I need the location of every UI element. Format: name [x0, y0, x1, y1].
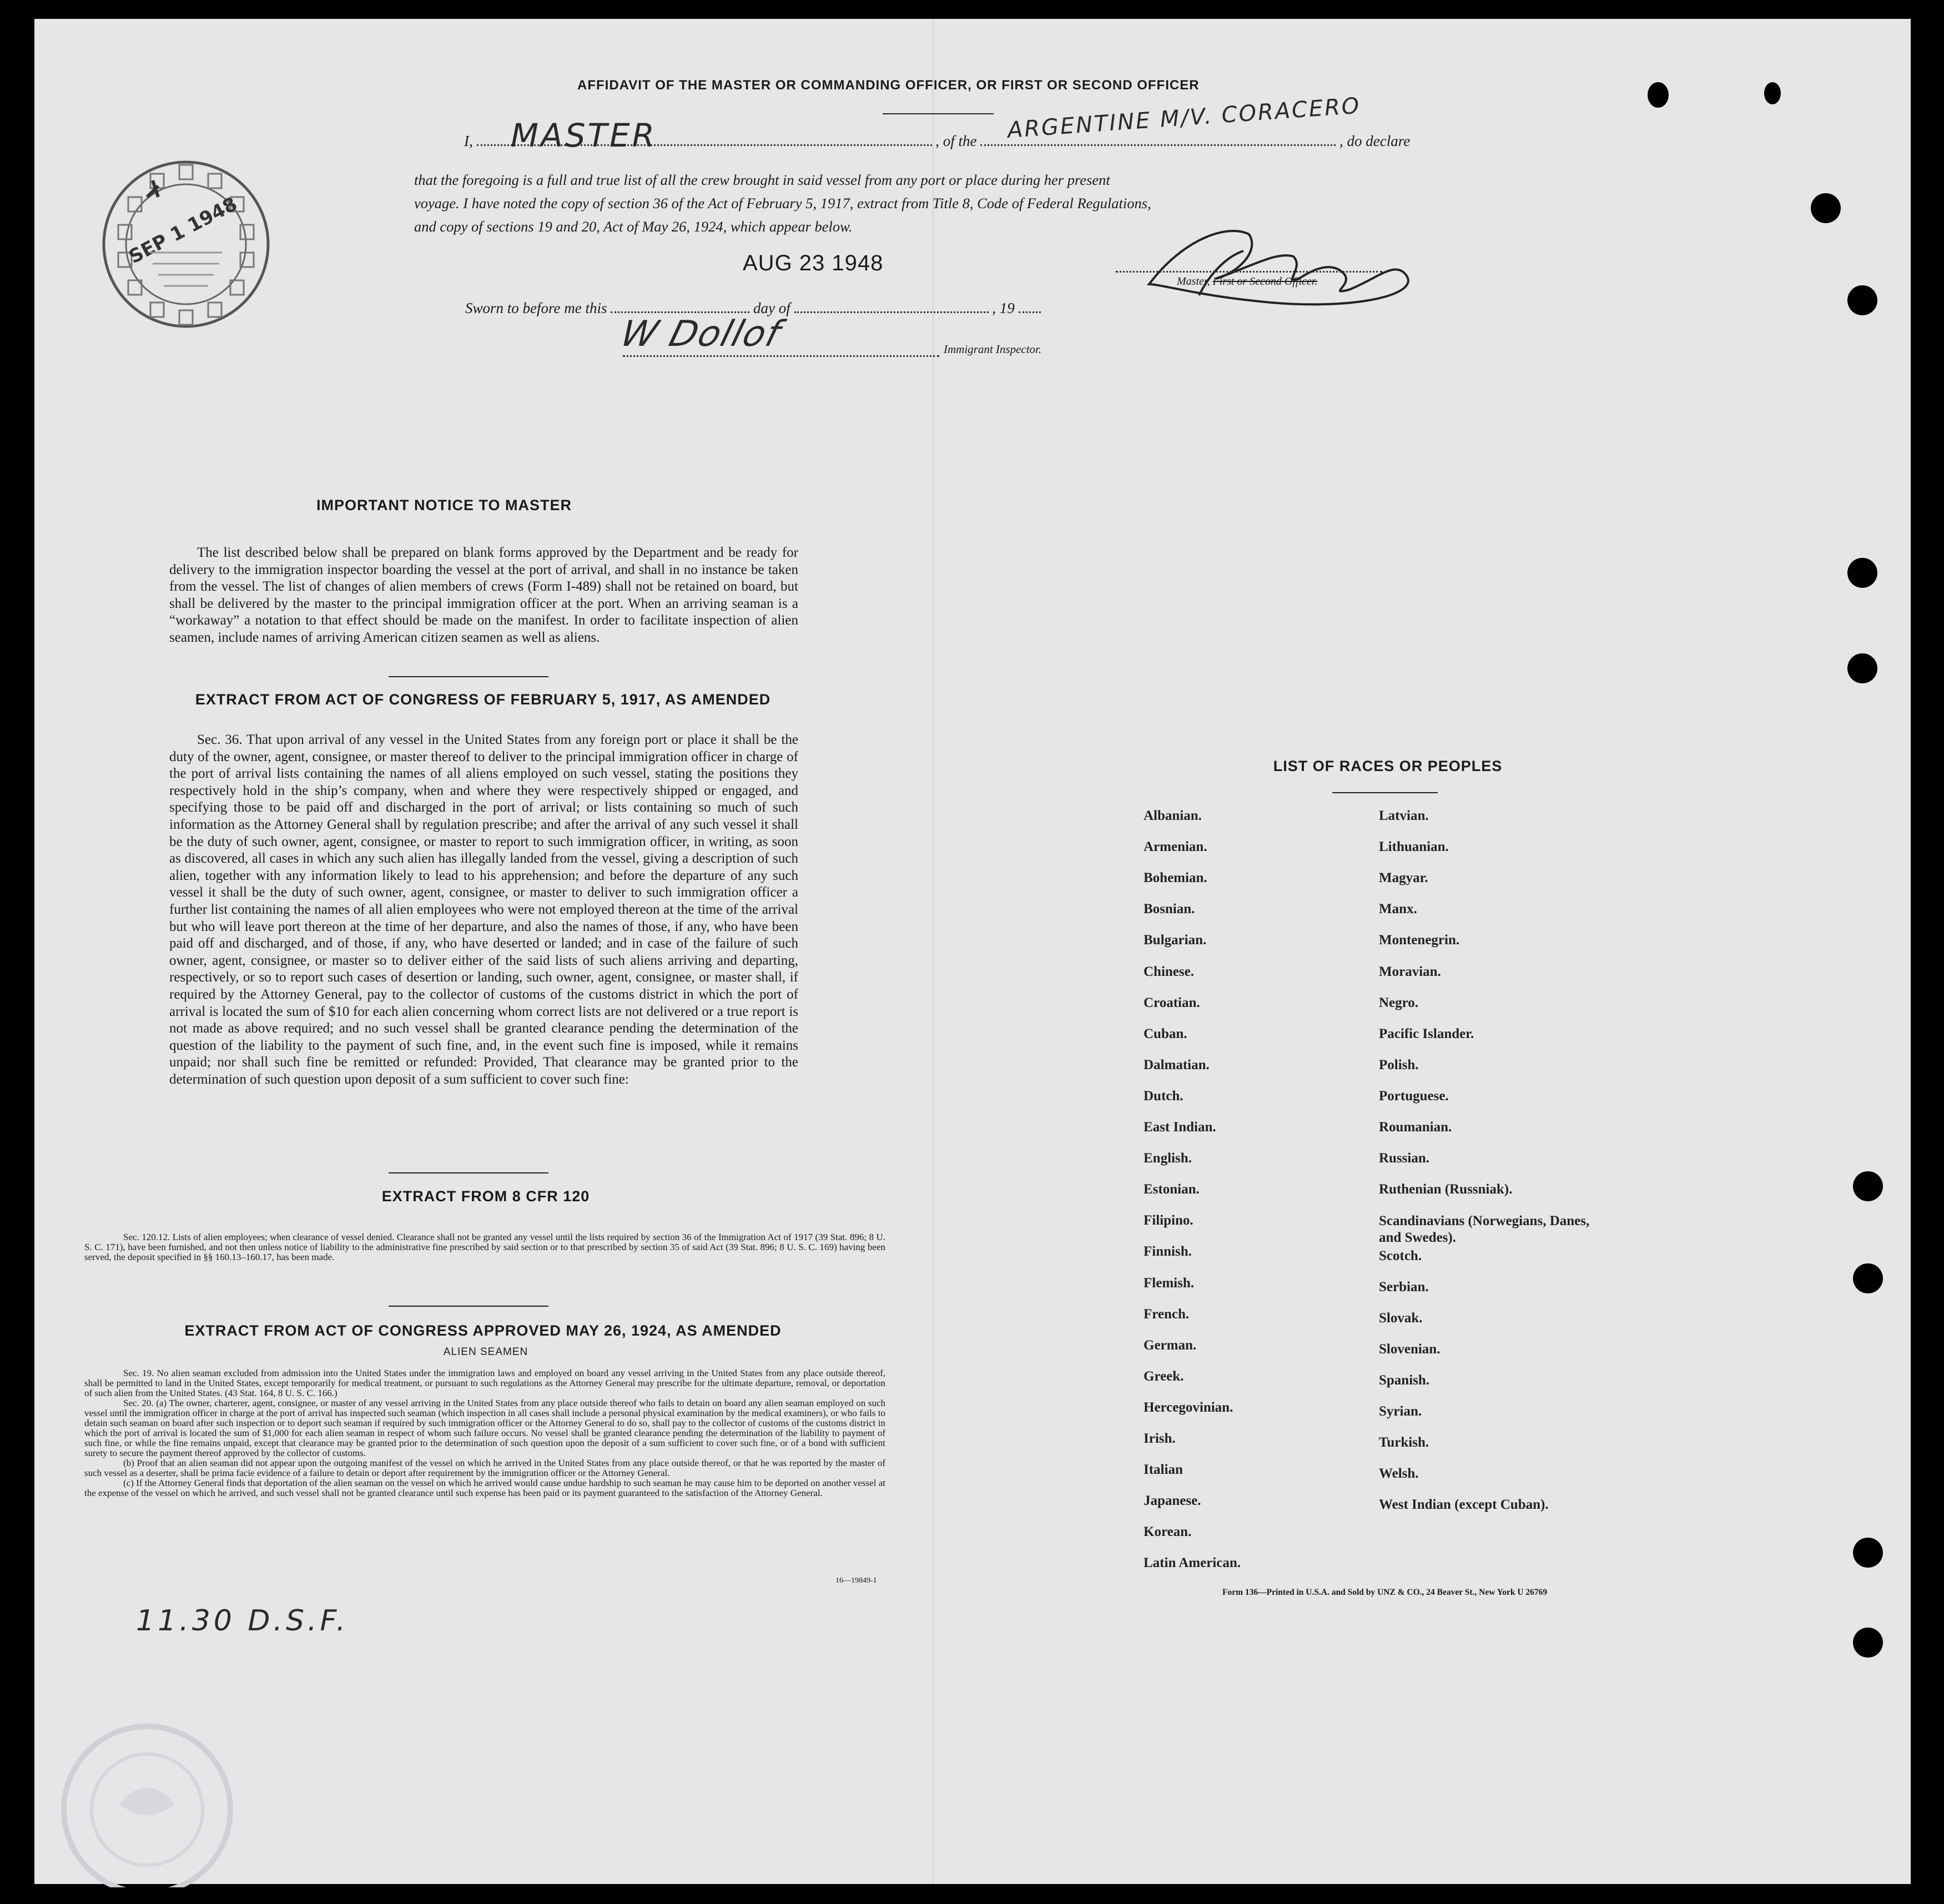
embossed-seal: [58, 1721, 236, 1887]
stamp-date: SEP 1 1948: [125, 193, 241, 269]
race-item: Armenian.: [1144, 839, 1207, 855]
race-item: Ruthenian (Russniak).: [1379, 1182, 1513, 1197]
punch-hole: [1853, 1171, 1883, 1201]
sworn-month-field: [794, 296, 989, 313]
race-item: Manx.: [1379, 901, 1417, 917]
race-item: Negro.: [1379, 995, 1419, 1010]
punch-hole: [1853, 1628, 1883, 1658]
title-rule: [883, 113, 994, 114]
i-label: I,: [464, 133, 473, 149]
race-item: French.: [1144, 1306, 1190, 1322]
race-item: Scandinavians (Norwegians, Danes, and Swedes).: [1379, 1213, 1590, 1246]
declaration-body-line: that the foregoing is a full and true list of all the crew brought in said vessel from any port or place during her present: [414, 172, 1110, 188]
year-prefix: , 19: [992, 300, 1015, 316]
race-item: Bulgarian.: [1144, 933, 1207, 948]
race-item: Syrian.: [1379, 1404, 1422, 1419]
received-stamp: [97, 153, 275, 336]
form-number: 16—19849-1: [835, 1576, 877, 1585]
race-item: English.: [1144, 1151, 1192, 1166]
declaration-body: [414, 168, 1151, 238]
sworn-label: Sworn to before me this: [465, 300, 607, 316]
form-footer: Form 136—Printed in U.S.A. and Sold by UNZ & CO., 24 Beaver St., New York U 26769: [1222, 1588, 1548, 1597]
race-item: Greek.: [1144, 1368, 1184, 1384]
master-sig-line: [1116, 271, 1382, 273]
master-signature-caption: [1177, 275, 1317, 288]
race-item: Dutch.: [1144, 1088, 1183, 1104]
race-item: Lithuanian.: [1379, 839, 1449, 855]
race-item: Latvian.: [1379, 808, 1429, 823]
race-item: Pacific Islander.: [1379, 1026, 1474, 1041]
race-item: Dalmatian.: [1144, 1057, 1210, 1072]
race-item: Flemish.: [1144, 1275, 1194, 1291]
cfr-heading: EXTRACT FROM 8 CFR 120: [381, 1188, 590, 1205]
race-item: Japanese.: [1144, 1493, 1201, 1509]
races-heading: LIST OF RACES OR PEOPLES: [1273, 758, 1503, 774]
affidavit-title: AFFIDAVIT OF THE MASTER OR COMMANDING OFFICER, OR FIRST OR SECOND OFFICER: [577, 78, 1200, 93]
race-item: Irish.: [1144, 1431, 1176, 1446]
alien-seamen-subheading: ALIEN SEAMEN: [443, 1346, 528, 1358]
inspector-caption: Immigrant Inspector.: [944, 342, 1042, 356]
sworn-year-field: [1019, 296, 1041, 313]
race-item: Bosnian.: [1144, 901, 1195, 917]
race-item: Polish.: [1379, 1057, 1419, 1072]
race-item: Korean.: [1144, 1524, 1192, 1540]
race-item: Latin American.: [1144, 1555, 1241, 1571]
declaration-body-line: voyage. I have noted the copy of section 36 of the Act of February 5, 1917, extract from Title 8, Code of Federal Regulations,: [414, 195, 1151, 211]
punch-hole: [1847, 558, 1877, 588]
race-item: Chinese.: [1144, 964, 1194, 979]
date-stamp: AUG 23 1948: [743, 251, 884, 275]
race-item: Estonian.: [1144, 1182, 1200, 1197]
race-item: Bohemian.: [1144, 870, 1207, 886]
race-item: Serbian.: [1379, 1279, 1429, 1294]
of-the-label: , of the: [935, 133, 977, 149]
section-rule: [389, 676, 548, 677]
do-declare-label: , do declare: [1339, 133, 1411, 149]
punch-hole: [1811, 193, 1841, 223]
race-item: Scotch.: [1379, 1248, 1422, 1263]
race-item: Portuguese.: [1379, 1088, 1449, 1104]
race-item: Filipino.: [1144, 1213, 1193, 1228]
master-signature: [1116, 218, 1438, 318]
declaration-body-line: and copy of sections 19 and 20, Act of May 26, 1924, which appear below.: [414, 218, 853, 235]
race-item: Moravian.: [1379, 964, 1441, 979]
punch-hole: [1648, 82, 1669, 108]
race-item: Spanish.: [1379, 1373, 1430, 1388]
race-item: Cuban.: [1144, 1026, 1187, 1041]
extract-1917-text: Sec. 36. That upon arrival of any vessel in the United States from any foreign port or place it shall be the duty of the owner, agent, consignee, or master thereof to deliver to the principal immigration officer in charge of the port of arrival lists containing the names of all aliens employed on such vessel, stating the positions they respectively hold in the ship’s company, when and where they were respectively shipped or engaged, and specifying those to be paid off and discharged in the port of arrival; or lists containing so much of such information as the Attorney General shall by regulation prescribe; and after the arrival of any such vessel it shall be the duty of such owner, agent, consignee, or master to report to such immigration officer, in writing, as soon as discovered, all cases in which any such alien has illegally landed from the vessel, giving a description of such alien, together with any information likely to lead to his apprehension; and before the departure of any such vessel it shall be the duty of such owner, agent, consignee, or master to deliver to such immigration officer a further list containing the names of all alien employees who were not employed thereon at the time of the arrival but who will leave port thereon at the time of her departure, and also the names of those, if any, who have been paid off and discharged, and of those, if any, who have deserted or landed; and in case of the failure of such owner, agent, consignee, or master so to deliver either of the said lists of such aliens arriving and departing, respectively, or so to report such cases of desertion or landing, such owner, agent, consignee, or master shall, if required by the Attorney General, pay to the collector of customs of the customs district in which the port of arrival is located the sum of $10 for each alien concerning whom correct lists are not delivered or a true report is not made as above required; and no such vessel shall be granted clearance pending the determination of the question of the liability to the payment of such fine, and, in the event such fine is imposed, while it remains unpaid; nor shall such fine be remitted or refunded: Provided, That clearance may be granted prior to the determination of such question upon deposit of a sum sufficient to cover such fine:: [169, 732, 798, 1087]
race-item: Russian.: [1379, 1151, 1430, 1166]
vessel-handwritten: ARGENTINE M/V. CORACERO: [1006, 93, 1362, 143]
officer-caption-struck: First or Second Officer.: [1212, 275, 1318, 288]
punch-hole: [1847, 285, 1877, 315]
races-rule: [1332, 792, 1438, 793]
handwritten-note: 11.30 D.S.F.: [136, 1604, 349, 1638]
punch-hole: [1847, 653, 1877, 683]
race-item: Welsh.: [1379, 1466, 1419, 1482]
extract-1924-body: [84, 1368, 885, 1498]
sec20c-text: (c) If the Attorney General finds that deportation of the alien seaman on the vessel on which he arrived would cause undue hardship to such seaman he may cause him to be deported on another vessel at the expense of the vessel on which he arrived, and such vessel shall not be granted clearance until such expense has been paid or its payment guaranteed to the satisfaction of the Attorney General.: [84, 1478, 885, 1498]
race-item: Hercegovinian.: [1144, 1399, 1233, 1415]
notice-text: The list described below shall be prepared on blank forms approved by the Department and be ready for delivery to the immigration inspector boarding the vessel at the port of arrival, and shall in no instance be taken from the vessel. The list of changes of alien members of crews (Form I-489) shall not be retained on board, but shall be delivered by the master to the principal immigration officer at the port. When an arriving seaman is a “workaway” a notation to that effect should be made on the manifest. In order to facilitate inspection of alien seamen, include names of arriving American citizen seamen as well as aliens.: [169, 545, 798, 645]
race-item: Finnish.: [1144, 1244, 1192, 1260]
race-item: Slovenian.: [1379, 1341, 1441, 1357]
inspector-sig-line: [623, 355, 939, 357]
race-item: Magyar.: [1379, 870, 1428, 886]
race-item: West Indian (except Cuban).: [1379, 1497, 1549, 1513]
race-item: East Indian.: [1144, 1120, 1216, 1135]
section-rule: [389, 1172, 548, 1173]
race-item: Slovak.: [1379, 1310, 1423, 1326]
punch-hole: [1764, 82, 1781, 104]
sec20b-text: (b) Proof that an alien seaman did not appear upon the outgoing manifest of the vessel on which he arrived in the United States from any place outside thereof, or that he was reported by the master of such vessel as a deserter, shall be prima facie evidence of a failure to detain or deport after requirement by the immigration officer or the Attorney General.: [84, 1458, 885, 1478]
race-item: Italian: [1144, 1462, 1183, 1478]
cfr-text: Sec. 120.12. Lists of alien employees; when clearance of vessel denied. Clearance shall not be granted any vessel until the lists required by section 36 of the Immigration Act of 1917 (39 Stat. 896; 8 U. S. C. 171), have been furnished, and not then unless notice of liability to the administrative fine prescribed by said section or to that prescribed by section 35 of said Act (39 Stat. 896; 8 U. S. C. 169) having been served, the deposit specified in §§ 160.13–160.17, has been made.: [84, 1232, 885, 1262]
race-item: Turkish.: [1379, 1435, 1429, 1450]
inspector-signature: W Dollof: [616, 314, 786, 355]
notice-heading: IMPORTANT NOTICE TO MASTER: [316, 497, 572, 513]
sec20a-text: Sec. 20. (a) The owner, charterer, agent, consignee, or master of any vessel arriving in the United States from any place outside thereof who fails to detain on board any alien seaman employed on such vessel until the immigration officer in charge at the port of arrival has inspected such seaman (which inspection in all cases shall include a personal physical examination by the medical examiners), or who fails to detain such seaman on board after such inspection or to deport such seaman if required by such immigration officer or the Attorney General to do so, shall pay to the collector of customs of the customs district in which the port of arrival is located the sum of $1,000 for each alien seaman in respect of whom such failure occurs. No vessel shall be granted clearance pending the determination of the liability to payment of such fine, or while the fine remains unpaid, except that clearance may be granted prior to the determination of such question upon the deposit of a sum sufficient to cover such fine, or of a bond with sufficient surety to secure the payment thereof approved by the collector of customs.: [84, 1398, 885, 1458]
extract-1924-heading: EXTRACT FROM ACT OF CONGRESS APPROVED MAY 26, 1924, AS AMENDED: [184, 1322, 782, 1339]
race-item: Roumanian.: [1379, 1120, 1452, 1135]
master-handwritten: MASTER: [511, 117, 657, 154]
sworn-day-field: [611, 296, 749, 313]
race-item: Montenegrin.: [1379, 933, 1460, 948]
punch-hole: [1853, 1538, 1883, 1568]
master-caption: Master,: [1177, 275, 1210, 288]
punch-hole: [1853, 1263, 1883, 1293]
extract-1917-heading: EXTRACT FROM ACT OF CONGRESS OF FEBRUARY 5, 1917, AS AMENDED: [195, 691, 771, 708]
sec19-text: Sec. 19. No alien seaman excluded from admission into the United States under the immigration laws and employed on board any vessel arriving in the United States from any place outside thereof, shall be permitted to land in the United States, except temporarily for medical treatment, or pursuant to such regulations as the Attorney General may prescribe for the ultimate departure, removal, or deportation of such alien from the United States. (43 Stat. 164, 8 U. S. C. 166.): [84, 1368, 885, 1398]
race-item: Albanian.: [1144, 808, 1202, 823]
race-item: German.: [1144, 1337, 1197, 1353]
section-rule: [389, 1306, 548, 1307]
day-of-label: day of: [753, 300, 790, 316]
race-item: Croatian.: [1144, 995, 1200, 1010]
